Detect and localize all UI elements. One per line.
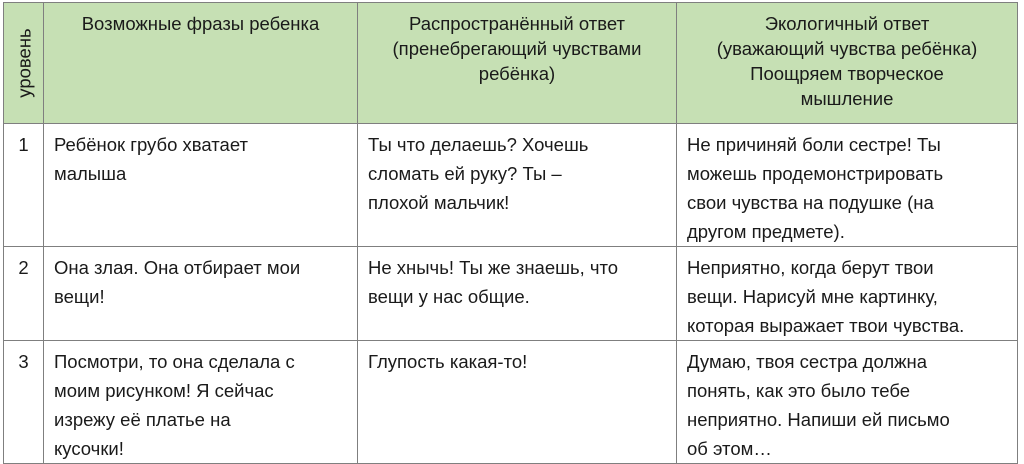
row-level: 3: [4, 341, 44, 464]
header-row: [4, 3, 1018, 124]
table-row: [4, 247, 1018, 341]
row-common-response: Не хнычь! Ты же знаешь, что вещи у нас общие.: [358, 247, 677, 341]
row-eco-response: Не причиняй боли сестре! Ты можешь продемонстрировать свои чувства на подушке (на другом предмете).: [677, 124, 1018, 247]
row-eco-response: Неприятно, когда берут твои вещи. Нарисуй мне картинку, которая выражает твои чувства.: [677, 247, 1018, 341]
row-phrase: Ребёнок грубо хватает малыша: [44, 124, 358, 247]
row-phrase: Посмотри, то она сделала с моим рисунком! Я сейчас изрежу её платье на кусочки!: [44, 341, 358, 464]
parenting-responses-table: [3, 2, 1018, 464]
table-row: [4, 341, 1018, 464]
header-common-response: Распространённый ответ (пренебрегающий чувствами ребёнка): [358, 3, 677, 124]
header-phrases: Возможные фразы ребенка: [44, 3, 358, 124]
header-level-label: уровень: [13, 28, 34, 98]
row-common-response: Ты что делаешь? Хочешь сломать ей руку? Ты – плохой мальчик!: [358, 124, 677, 247]
table-row: [4, 124, 1018, 247]
row-level: 2: [4, 247, 44, 341]
header-eco-response: Экологичный ответ (уважающий чувства ребёнка) Поощряем творческое мышление: [677, 3, 1018, 124]
row-eco-response: Думаю, твоя сестра должна понять, как это было тебе неприятно. Напиши ей письмо об этом…: [677, 341, 1018, 464]
row-common-response: Глупость какая-то!: [358, 341, 677, 464]
row-level: 1: [4, 124, 44, 247]
header-level: [4, 3, 44, 124]
row-phrase: Она злая. Она отбирает мои вещи!: [44, 247, 358, 341]
